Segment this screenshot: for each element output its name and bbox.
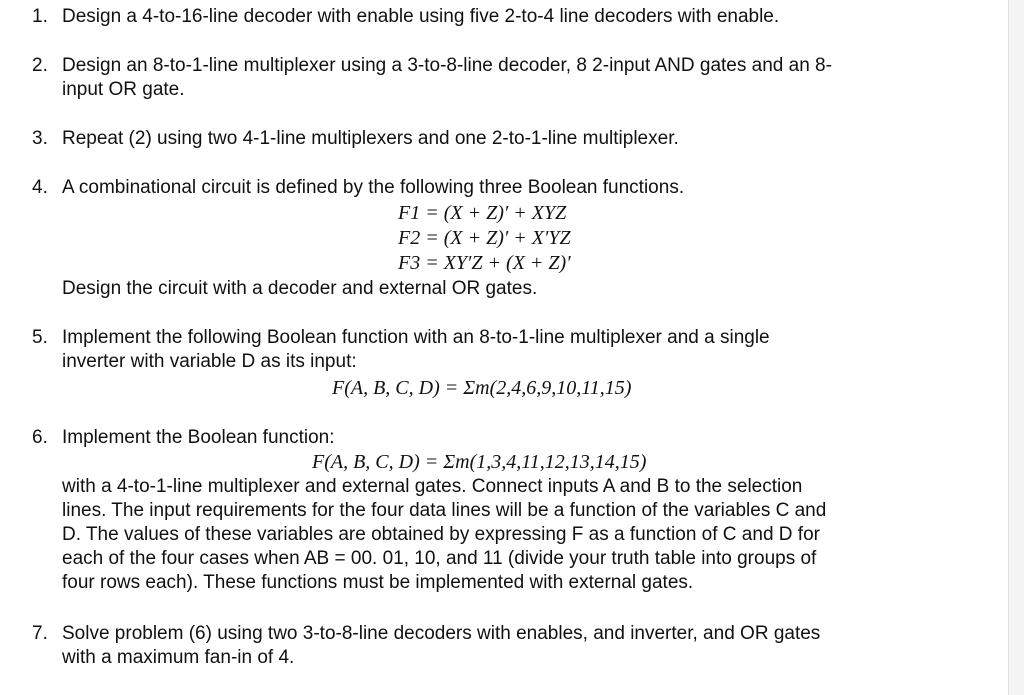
problem-number: 2. [32,55,48,76]
problem-number: 4. [32,177,48,198]
text-line: each of the four cases when AB = 00. 01, 10, and 11 (divide your truth table into groups of [62,548,817,569]
text-line: D. The values of these variables are obtained by expressing F as a function of C and D for [62,524,820,545]
text-line: Solve problem (6) using two 3-to-8-line decoders with enables, and inverter, and OR gates [62,623,821,644]
equation-f1: F1 = (X + Z)′ + XYZ [398,202,567,224]
equation-problem-5: F(A, B, C, D) = Σm(2,4,6,9,10,11,15) [332,377,632,399]
text-line: four rows each). These functions must be implemented with external gates. [62,572,694,593]
problem-text [62,54,937,102]
problem-text [62,622,937,670]
text-line: with a maximum fan-in of 4. [62,647,295,668]
page-right-edge [1008,0,1024,695]
problem-number: 5. [32,327,48,348]
text-line: Design a 4-to-16-line decoder with enable using five 2-to-4 line decoders with enable. [62,6,780,27]
equation-group [398,201,571,276]
text-line: Implement the following Boolean function with an 8-to-1-line multiplexer and a single [62,327,770,348]
text-line: A combinational circuit is defined by the following three Boolean functions. [62,177,685,198]
text-line: inverter with variable D as its input: [62,351,357,372]
text-line: with a 4-to-1-line multiplexer and external gates. Connect inputs A and B to the selection [62,476,803,497]
text-line: input OR gate. [62,79,185,100]
problem-number: 1. [32,6,48,27]
equation-f2: F2 = (X + Z)′ + X′YZ [398,227,571,249]
text-line: Implement the Boolean function: [62,427,335,448]
problem-text [62,5,937,29]
problem-text [62,176,937,200]
equation-f3: F3 = XY′Z + (X + Z)′ [398,252,571,274]
problem-number: 3. [32,128,48,149]
problem-text [62,475,937,595]
problem-number: 7. [32,623,48,644]
text-line: Design an 8-to-1-line multiplexer using a 3-to-8-line decoder, 8 2-input AND gates and an 8- [62,55,832,76]
problem-text [62,326,937,374]
problem-text [62,426,937,450]
problem-number: 6. [32,427,48,448]
text-line: Repeat (2) using two 4-1-line multiplexers and one 2-to-1-line multiplexer. [62,128,679,149]
text-line: Design the circuit with a decoder and external OR gates. [62,278,538,299]
problem-text [62,127,937,151]
problem-text [62,277,937,301]
text-line: lines. The input requirements for the four data lines will be a function of the variables C and [62,500,827,521]
equation-problem-6: F(A, B, C, D) = Σm(1,3,4,11,12,13,14,15) [312,451,647,473]
